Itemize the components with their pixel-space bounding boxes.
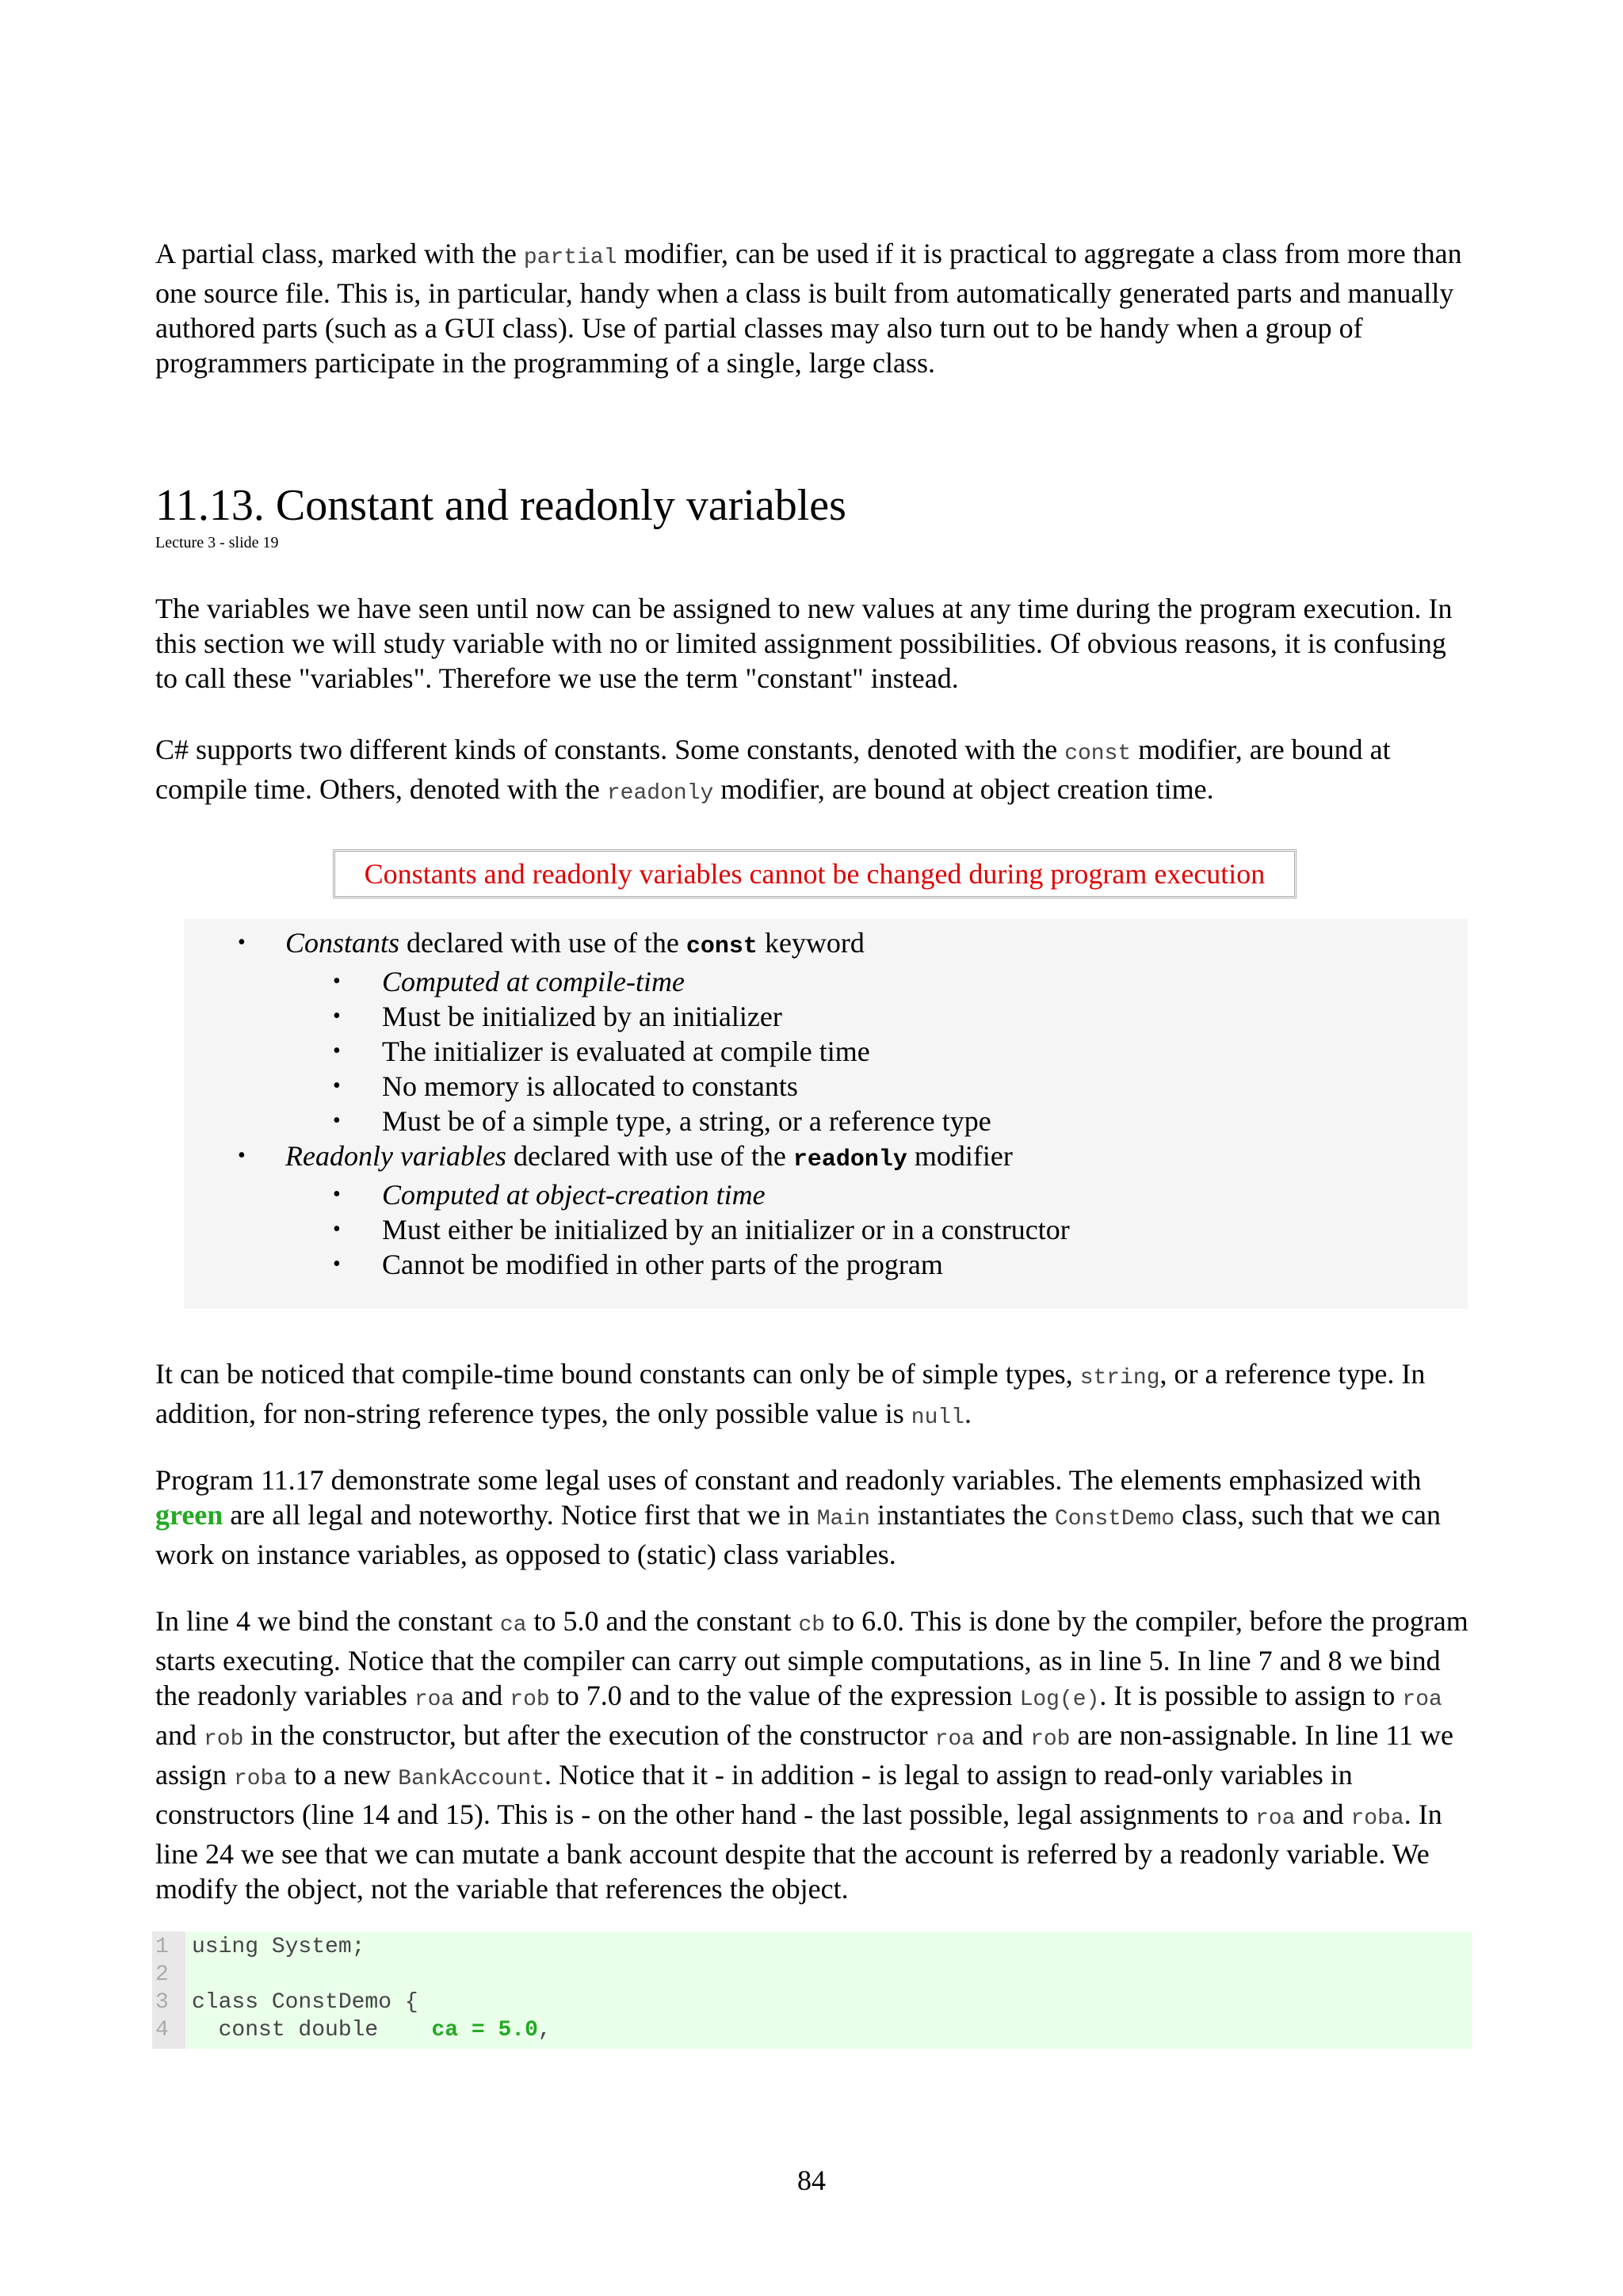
- list-subitem: • Computed at object-creation time: [333, 1179, 766, 1211]
- code-keyword-partial: partial: [523, 246, 617, 270]
- paragraph-compile-time-types: It can be noticed that compile-time bound constants can only be of simple types, string, or a reference type. In addition, for non-string reference types, the only possible value is null.: [155, 1358, 1426, 1430]
- intro-paragraph: A partial class, marked with the partial modifier, can be used if it is practical to aggregate a class from more than one source file. This is, in particular, handy when a class is built from automatically generated parts and manually authored parts (such as a GUI class). Use of partial classes may also turn out to be handy when a group of programmers participate in the programming of a single, large class.: [155, 238, 1462, 379]
- list-item-readonly: • Readonly variables declared with use of the readonly modifier: [238, 1140, 1013, 1173]
- green-emphasis: green: [155, 1499, 223, 1531]
- paragraph-program-intro: Program 11.17 demonstrate some legal uses of constant and readonly variables. The elements emphasized with green are all legal and noteworthy. Notice first that we in Main instantiates the ConstDemo class, such that we can work on instance variables, as opposed to (static) class variables.: [155, 1464, 1442, 1570]
- code-emphasis: ca = 5.0: [431, 2018, 538, 2042]
- summary-box: [184, 919, 1468, 1309]
- list-subitem: • The initializer is evaluated at compile time: [333, 1035, 870, 1067]
- page-number: 84: [797, 2164, 826, 2196]
- code-line: 4 const double ca = 5.0,: [155, 2018, 552, 2042]
- list-subitem: • Must be initialized by an initializer: [333, 1001, 782, 1032]
- list-subitem: • Computed at compile-time: [333, 966, 685, 997]
- key-point-callout: Constants and readonly variables cannot be changed during program execution: [333, 849, 1296, 898]
- code-line: 1 using System;: [155, 1935, 365, 1959]
- paragraph-two-kinds: C# supports two different kinds of constants. Some constants, denoted with the const modifier, are bound at compile time. Others, denoted with the readonly modifier, are bound at object creation time.: [155, 734, 1391, 806]
- paragraph-program-explanation: In line 4 we bind the constant ca to 5.0 and the constant cb to 6.0. This is done by the compiler, before the program starts executing. Notice that the compiler can carry out simple computations, as in line 5. In line 7 and 8 we bind the readonly variables roa and rob to 7.0 and to the value of the expression Log(e). It is possible to assign to roa and rob in the constructor, but after the execution of the constructor roa and rob are non-assignable. In line 11 we assign roba to a new BankAccount. Notice that it - in addition - is legal to assign to read-only variables in constructors (line 14 and 15). This is - on the other hand - the last possible, legal assignments to roa and roba. In line 24 we see that we can mutate a bank account despite that the account is referred by a readonly variable. We modify the object, not the variable that references the object.: [155, 1605, 1468, 1905]
- section-heading: 11.13. Constant and readonly variables: [155, 481, 846, 530]
- code-listing: [152, 1932, 1472, 2049]
- list-subitem: • Must be of a simple type, a string, or a reference type: [333, 1105, 991, 1137]
- slide-reference-link[interactable]: Lecture 3 - slide 19: [155, 534, 279, 551]
- code-line: 2: [155, 1962, 169, 1987]
- summary-list: [184, 925, 1070, 1282]
- list-item-constants: • Constants declared with use of the const keyword: [238, 927, 865, 960]
- list-subitem: • Cannot be modified in other parts of the program: [333, 1249, 943, 1280]
- list-subitem: • No memory is allocated to constants: [333, 1070, 798, 1102]
- code-readonly: readonly: [606, 781, 714, 806]
- code-line: 3 class ConstDemo {: [155, 1990, 418, 2015]
- list-subitem: • Must either be initialized by an initializer or in a constructor: [333, 1214, 1070, 1245]
- code-const: const: [1064, 742, 1132, 766]
- paragraph-variables-intro: The variables we have seen until now can be assigned to new values at any time during the program execution. In this section we will study variable with no or limited assignment possibilities. Of obvious reasons, it is confusing to call these "variables". Therefore we use the term "constant" instead.: [155, 593, 1453, 694]
